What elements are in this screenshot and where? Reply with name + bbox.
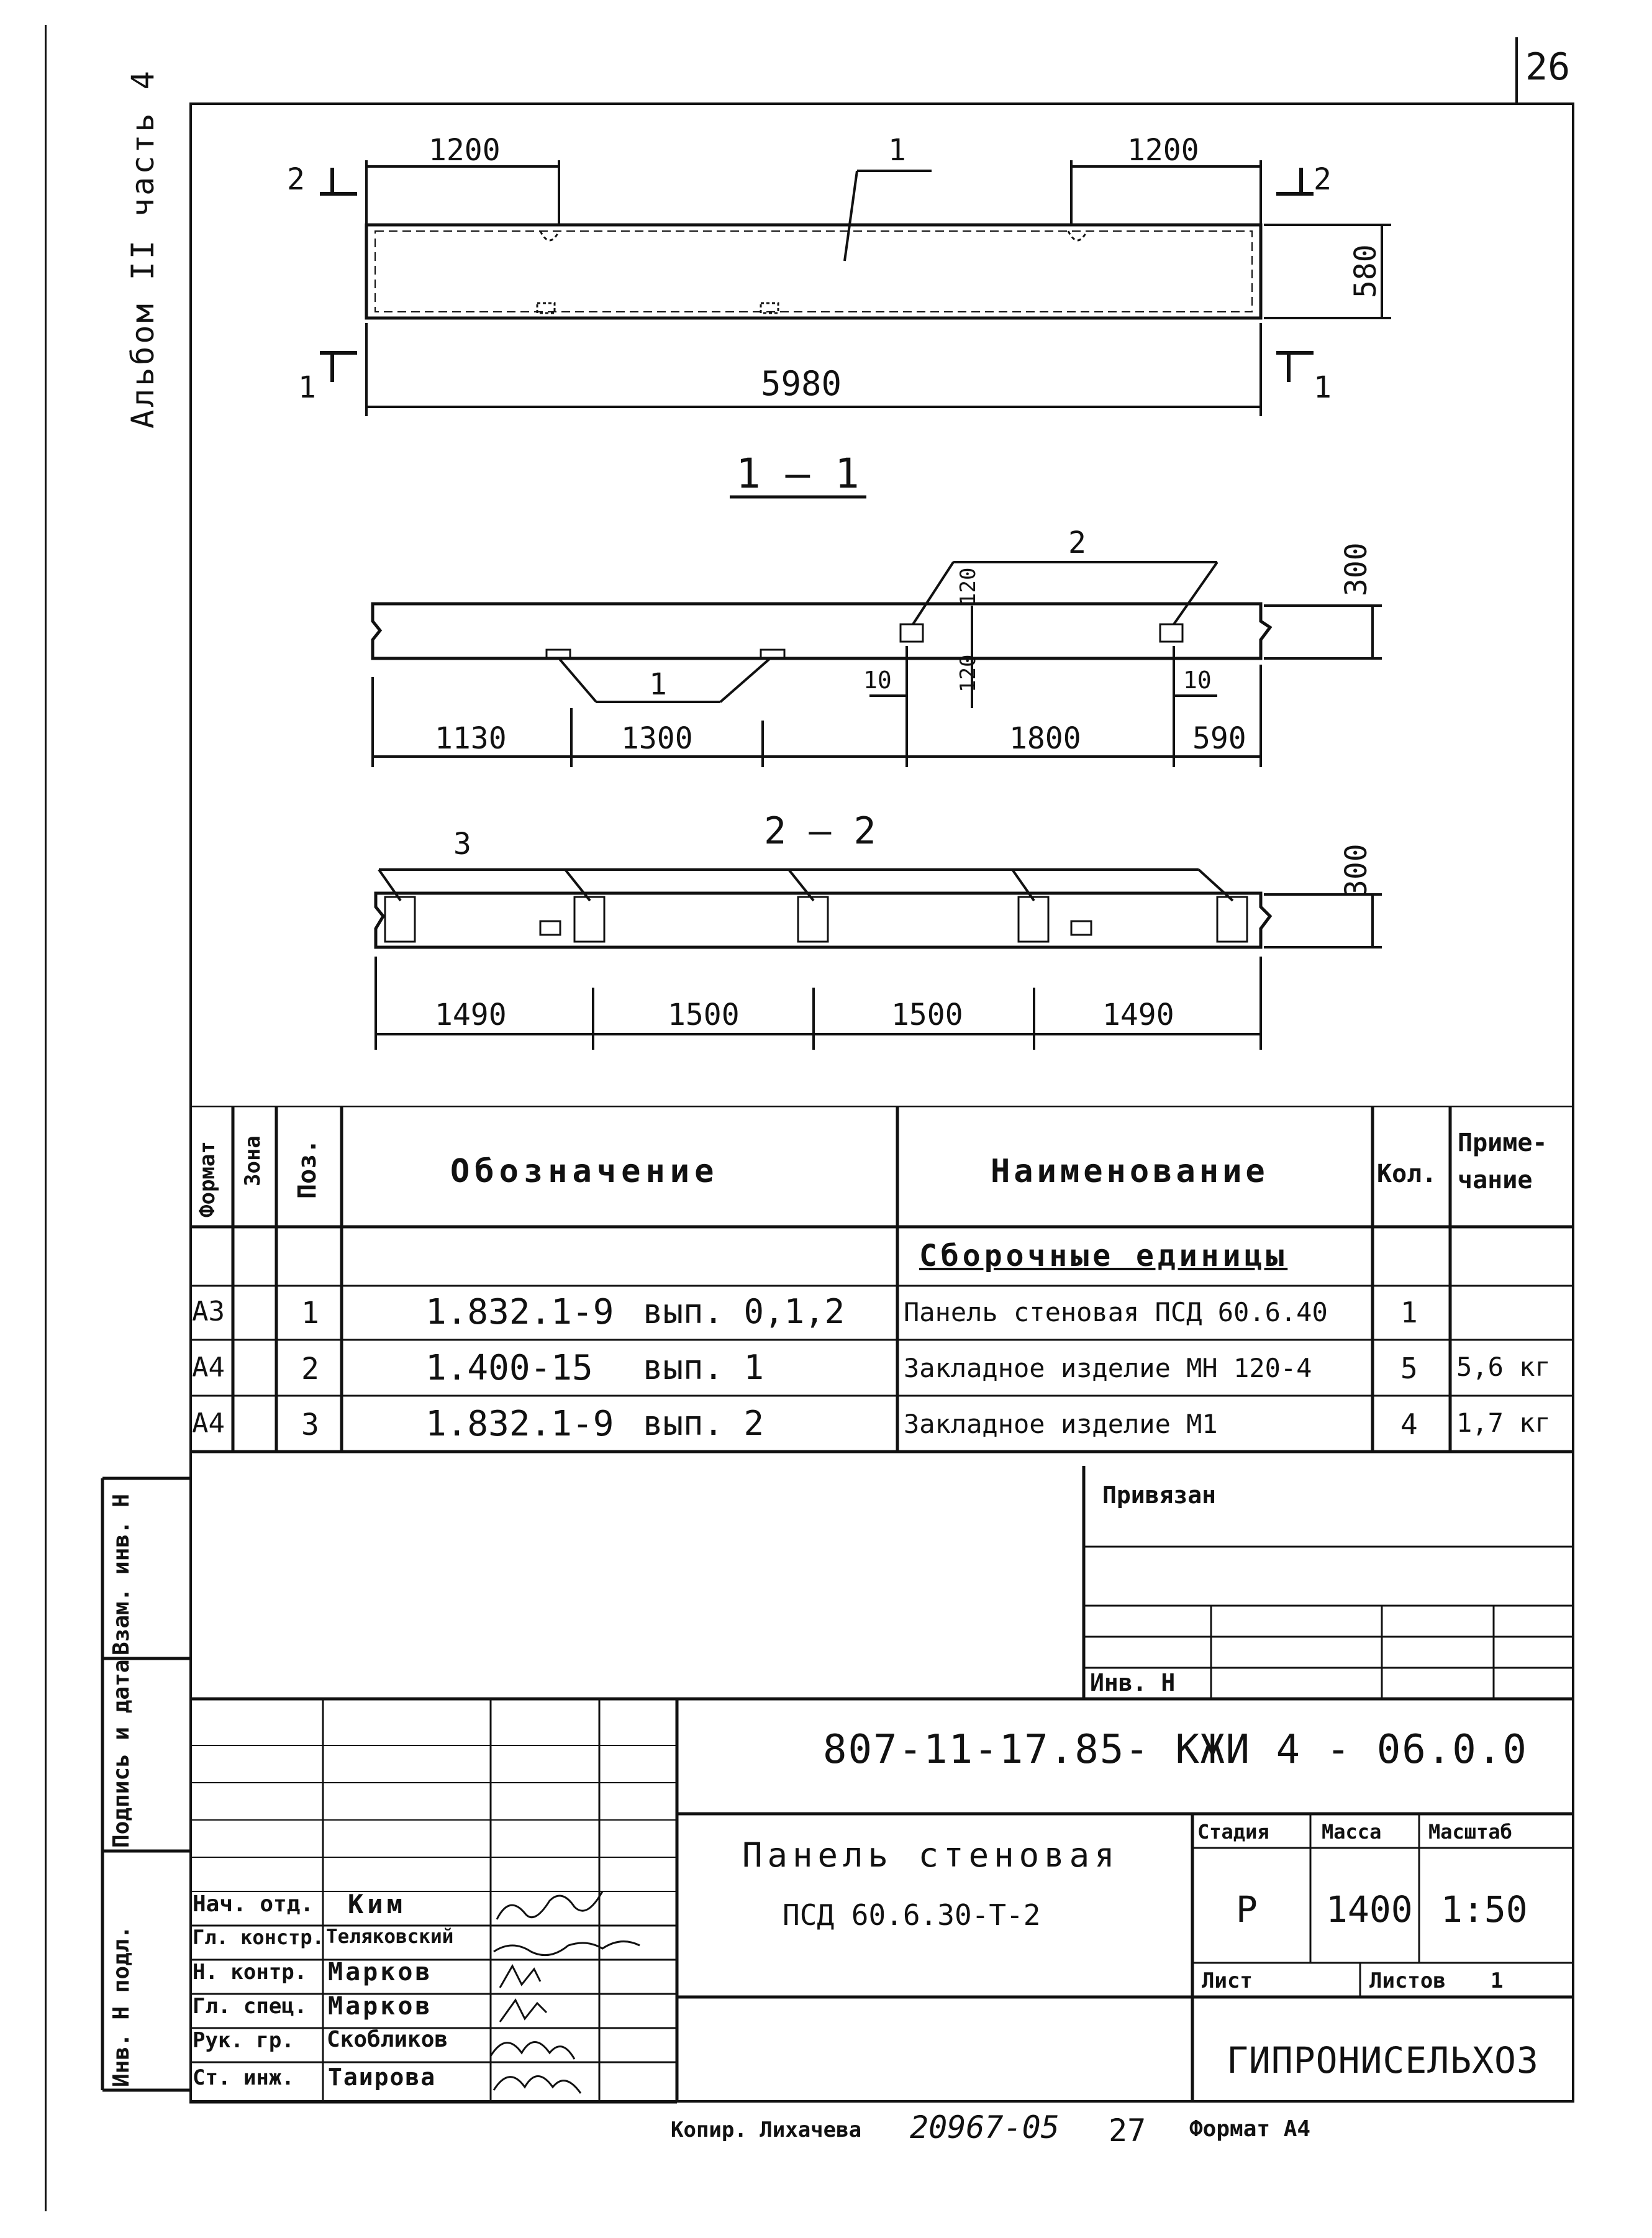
row-issue: вып. 2 [643,1404,765,1443]
panel-plan [366,225,1261,318]
plan-mark-bottom-right: 1 [1314,370,1332,405]
spec-table [189,1106,1574,1466]
section-1-1-dim-0: 1130 [435,721,507,756]
row-format: А3 [192,1296,225,1327]
row-qty: 5 [1400,1352,1418,1385]
row-pos: 2 [301,1352,319,1386]
section-1-1-dim-2: 1800 [1009,721,1081,756]
inv-no-label: Инв. Н [1090,1669,1176,1696]
row-pos: 1 [301,1296,319,1331]
plan-mark-top-right: 2 [1314,162,1332,197]
col-pos-header: Поз. [293,1139,322,1199]
copied-by: Копир. Лихачева [671,2117,862,2142]
row-qty: 1 [1400,1296,1418,1329]
staff-role: Нач. отд. [193,1891,314,1917]
section-2-2-dim-0: 1490 [435,998,507,1032]
podpis-data-label: Подпись и дата [109,1659,134,1848]
row-designation: 1.832.1-9 [425,1404,614,1444]
section-1-1-dim-1: 1300 [621,721,693,756]
row-name: Закладное изделие МН 120-4 [904,1353,1312,1383]
section-1-1-dim-120-b: 120 [956,654,981,693]
staff-name: Теляковский [326,1926,454,1948]
stage-value: Р [1236,1888,1258,1931]
row-designation: 1.832.1-9 [425,1292,614,1332]
staff-name: Марков [328,1992,433,2021]
col-designation-header: Обозначение [450,1153,719,1190]
section-2-2-dim-2: 1500 [891,998,963,1032]
panel-section-2-2 [376,893,1270,947]
order-number: 20967-05 [910,2109,1060,2145]
section-1-1-dim-120-a: 120 [956,567,981,606]
plan-dim-height: 580 [1348,244,1383,298]
section-1-1-dim-10-right: 10 [1183,666,1212,694]
plan-mark-top-left: 2 [287,162,305,197]
section-2-2-dim-3: 1490 [1102,998,1174,1032]
col-format-header: Формат [195,1141,220,1217]
plan-dim-right: 1200 [1127,133,1199,168]
row-note: 1,7 кг [1456,1408,1551,1438]
mass-value: 1400 [1326,1888,1413,1931]
row-designation: 1.400-15 [425,1348,593,1388]
section-1-1-dim-3: 590 [1192,721,1246,756]
inv-podl-label: Инв. Н подл. [109,1925,134,2087]
col-note-header-2: чание [1458,1166,1533,1194]
col-name-header: Наименование [991,1153,1269,1190]
staff-role: Рук. гр. [193,2028,294,2053]
section-1-1-callout-lower: 1 [649,667,667,702]
drawing-views [0,0,1652,1106]
row-qty: 4 [1400,1408,1418,1441]
section-2-2-dim-height: 300 [1339,844,1374,898]
document-code: 807-11-17.85- КЖИ 4 - 06.0.0 [823,1727,1528,1773]
organization: ГИПРОНИСЕЛЬХОЗ [1227,2039,1539,2081]
section-title: Сборочные единицы [919,1239,1288,1273]
sheets-count: 1 [1491,1968,1504,1993]
col-qty-header: Кол. [1377,1160,1437,1188]
plan-dim-length: 5980 [761,364,842,403]
format-label: Формат А4 [1189,2116,1311,2142]
section-1-1-dim-height: 300 [1339,542,1374,596]
row-name: Закладное изделие М1 [904,1409,1218,1439]
sheet-label: Лист [1202,1968,1253,1993]
row-issue: вып. 0,1,2 [643,1292,845,1331]
staff-role: Гл. констр. [193,1926,324,1949]
row-issue: вып. 1 [643,1348,765,1387]
plan-callout-pos: 1 [888,133,906,168]
row-format: А4 [192,1352,225,1383]
col-note-header-1: Приме- [1458,1129,1548,1157]
mass-label: Масса [1322,1820,1382,1844]
title-name-line1: Панель стеновая [742,1835,1120,1875]
staff-role: Н. контр. [193,1960,307,1985]
row-note: 5,6 кг [1456,1352,1551,1382]
scale-value: 1:50 [1441,1888,1528,1931]
staff-role: Ст. инж. [193,2065,294,2090]
staff-role: Гл. спец. [193,1994,307,2019]
plan-dim-left: 1200 [429,133,501,168]
section-2-2-callout: 3 [453,827,471,862]
sheets-label: Листов [1369,1968,1446,1993]
row-name: Панель стеновая ПСД 60.6.40 [904,1297,1328,1327]
spec-table-grid [189,1106,1574,1466]
staff-name: Таирова [328,2063,437,2091]
stage-label: Стадия [1197,1820,1269,1844]
title-name-line2: ПСД 60.6.30-Т-2 [783,1898,1041,1932]
vzam-inv-label: Взам. инв. Н [109,1493,134,1655]
page-number: 27 [1109,2113,1146,2149]
staff-name: Ким [348,1889,406,1919]
row-format: А4 [192,1408,225,1439]
section-2-2-title: 2 – 2 [764,809,876,853]
album-label: Альбом II часть 4 [125,68,161,429]
scale-label: Масштаб [1428,1820,1512,1844]
section-1-1-dim-10-left: 10 [863,666,892,694]
panel-section-1-1 [373,604,1270,658]
col-zone-header: Зона [240,1135,265,1186]
row-pos: 3 [301,1408,319,1442]
sheet-number: 26 [1525,45,1571,89]
section-2-2-dim-1: 1500 [668,998,740,1032]
section-1-1-title: 1 – 1 [736,450,860,498]
section-1-1-callout-upper: 2 [1068,525,1086,560]
privyazan-label: Привязан [1102,1481,1217,1509]
plan-mark-bottom-left: 1 [298,370,316,405]
staff-name: Скобликов [327,2027,448,2052]
staff-name: Марков [328,1958,433,1986]
